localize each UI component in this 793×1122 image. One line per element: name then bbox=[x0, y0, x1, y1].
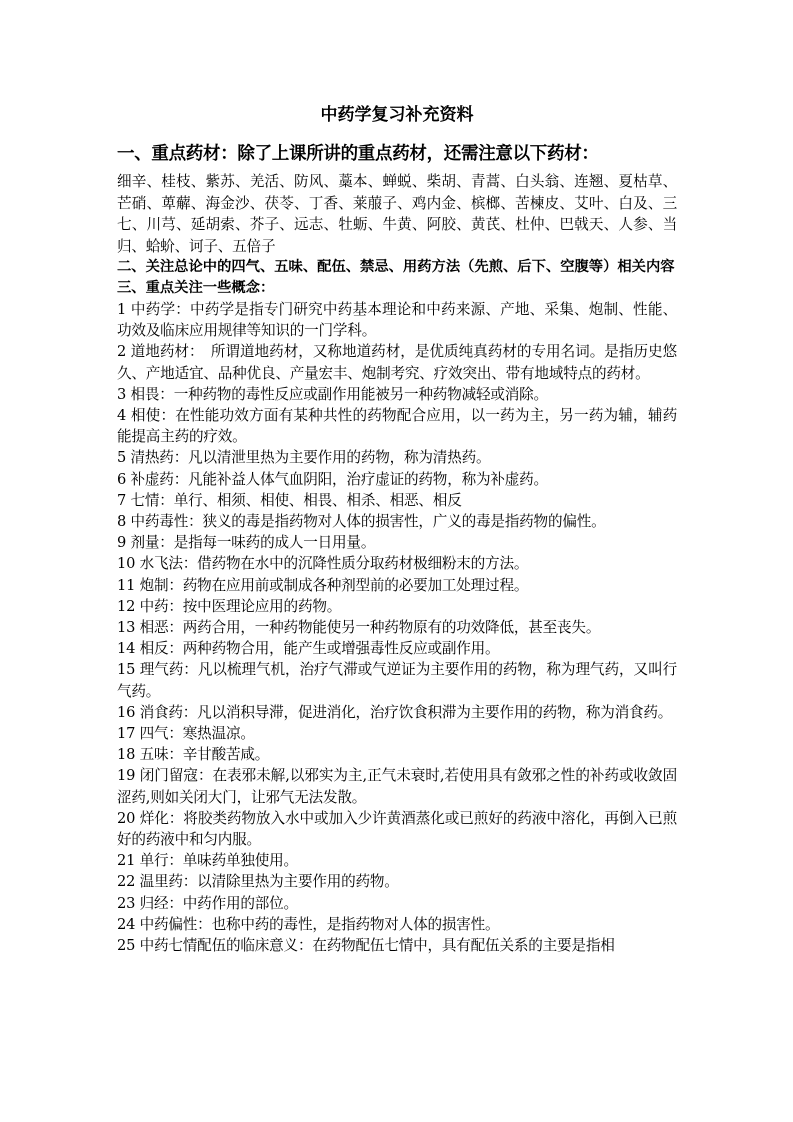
herb-list: 细辛、桂枝、紫苏、羌活、防风、藁本、蝉蜕、柴胡、青蒿、白头翁、连翘、夏枯草、芒硝、萆薢、海金沙、茯苓、丁香、莱菔子、鸡内金、槟榔、苦楝皮、艾叶、白及、三七、川芎、延胡索、芥子、远志、牡蛎、牛黄、阿胶、黄芪、杜仲、巴戟天、人参、当归、蛤蚧、诃子、五倍子 bbox=[117, 173, 677, 255]
concept-item: 13 相恶：两药合用，一种药物能使另一种药物原有的功效降低，甚至丧失。 bbox=[117, 619, 601, 637]
concept-item: 22 温里药：以清除里热为主要作用的药物。 bbox=[117, 873, 399, 891]
concept-item: 16 消食药：凡以消积导滞，促进消化，治疗饮食积滞为主要作用的药物，称为消食药。 bbox=[117, 703, 673, 721]
concept-item: 21 单行：单味药单独使用。 bbox=[117, 852, 298, 870]
section-2-heading: 二、关注总论中的四气、五味、配伍、禁忌、用药方法（先煎、后下、空腹等）相关内容 bbox=[117, 259, 675, 275]
document-page bbox=[117, 103, 677, 956]
concept-item: 5 清热药：凡以清泄里热为主要作用的药物，称为清热药。 bbox=[117, 449, 491, 467]
section-3-heading: 三、重点关注一些概念： bbox=[117, 280, 275, 296]
concept-item: 15 理气药：凡以梳理气机，治疗气滞或气逆证为主要作用的药物，称为理气药，又叫行气药。 bbox=[117, 661, 677, 700]
concept-item: 18 五味：辛甘酸苦咸。 bbox=[117, 746, 270, 764]
section-1-heading: 一、重点药材：除了上课所讲的重点药材，还需注意以下药材： bbox=[117, 144, 599, 164]
concept-item: 19 闭门留寇：在表邪未解,以邪实为主,正气未衰时,若使用具有敛邪之性的补药或收敛固涩药,则如关闭大门，让邪气无法发散。 bbox=[117, 767, 677, 806]
concept-item: 7 七情：单行、相须、相使、相畏、相杀、相恶、相反 bbox=[117, 491, 462, 509]
concept-item: 4 相使：在性能功效方面有某种共性的药物配合应用，以一药为主，另一药为辅，辅药能提高主药的疗效。 bbox=[117, 407, 677, 446]
concept-item: 9 剂量：是指每一味药的成人一日用量。 bbox=[117, 534, 376, 552]
concept-item: 8 中药毒性：狭义的毒是指药物对人体的损害性，广义的毒是指药物的偏性。 bbox=[117, 513, 606, 531]
concept-item: 11 炮制：药物在应用前或制成各种剂型前的必要加工处理过程。 bbox=[117, 576, 529, 594]
concept-item: 2 道地药材： 所谓道地药材，又称地道药材，是优质纯真药材的专用名词。是指历史悠久、产地适宜、品种优良、产量宏丰、炮制考究、疗效突出、带有地域特点的药材。 bbox=[117, 343, 677, 382]
concept-item: 3 相畏：一种药物的毒性反应或副作用能被另一种药物减轻或消除。 bbox=[117, 385, 548, 403]
concept-item: 14 相反：两种药物合用，能产生或增强毒性反应或副作用。 bbox=[117, 640, 500, 658]
concept-item: 17 四气：寒热温凉。 bbox=[117, 725, 255, 743]
concept-item: 20 烊化：将胶类药物放入水中或加入少许黄酒蒸化或已煎好的药液中溶化，再倒入已煎好的药液中和匀内服。 bbox=[117, 809, 677, 849]
concept-item: 10 水飞法：借药物在水中的沉降性质分取药材极细粉末的方法。 bbox=[117, 555, 529, 573]
concept-list bbox=[117, 299, 677, 956]
concept-item: 12 中药：按中医理论应用的药物。 bbox=[117, 597, 342, 615]
concept-item: 25 中药七情配伍的临床意义：在药物配伍七情中，具有配伍关系的主要是指相 bbox=[117, 937, 615, 955]
concept-item: 1 中药学：中药学是指专门研究中药基本理论和中药来源、产地、采集、炮制、性能、功效及临床应用规律等知识的一门学科。 bbox=[117, 301, 677, 340]
concept-item: 23 归经：中药作用的部位。 bbox=[117, 894, 298, 912]
concept-item: 24 中药偏性：也称中药的毒性，是指药物对人体的损害性。 bbox=[117, 915, 500, 933]
concept-item: 6 补虚药：凡能补益人体气血阴阳，治疗虚证的药物，称为补虚药。 bbox=[117, 470, 548, 488]
document-title: 中药学复习补充资料 bbox=[320, 105, 474, 125]
